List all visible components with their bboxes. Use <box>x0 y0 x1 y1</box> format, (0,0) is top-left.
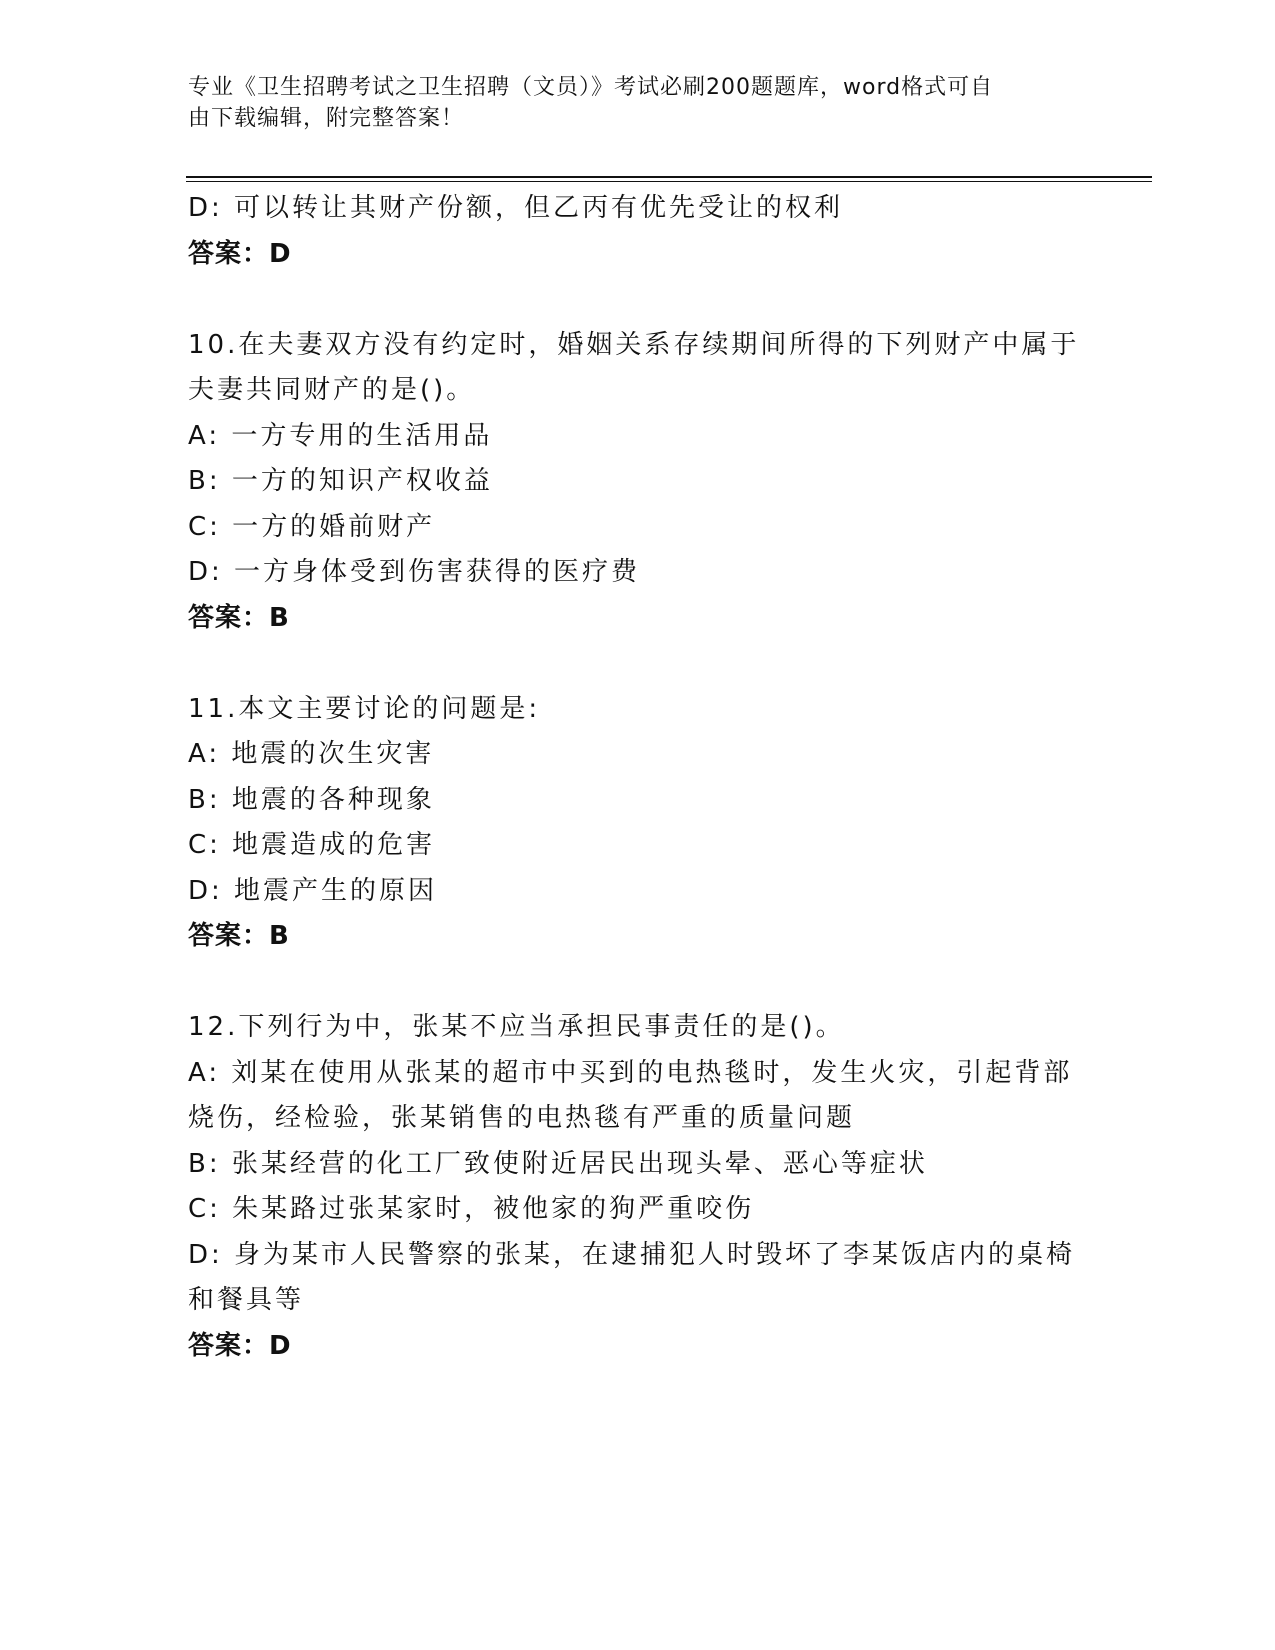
spacer <box>188 960 1088 1006</box>
header-line-2: 由下载编辑，附完整答案！ <box>188 106 465 131</box>
option-d: D: 可以转让其财产份额，但乙丙有优先受让的权利 <box>188 193 844 223</box>
question-stem: 11.本文主要讨论的问题是: <box>188 693 541 724</box>
document-header <box>188 72 1068 134</box>
answer-label: 答案：D <box>188 1330 292 1361</box>
question-stem-cont: 夫妻共同财产的是()。 <box>188 375 476 405</box>
option-c: C: 地震造成的危害 <box>188 830 436 860</box>
answer-label: 答案：B <box>188 921 290 951</box>
option-b: B: 一方的知识产权收益 <box>188 466 493 496</box>
header-divider-thin <box>186 181 1152 182</box>
document-body <box>188 186 1088 1369</box>
answer-label: 答案：B <box>188 602 290 633</box>
option-d: D: 地震产生的原因 <box>188 875 438 906</box>
option-d-cont: 和餐具等 <box>188 1285 305 1315</box>
question-9-tail <box>188 186 1088 277</box>
question-10 <box>188 323 1088 642</box>
question-stem: 12.下列行为中，张某不应当承担民事责任的是()。 <box>188 1012 845 1042</box>
question-11 <box>188 687 1088 960</box>
question-12 <box>188 1005 1088 1369</box>
option-c: C: 一方的婚前财产 <box>188 511 436 542</box>
header-divider-thick <box>186 176 1152 178</box>
option-a: A: 地震的次生灾害 <box>188 739 435 769</box>
option-a: A: 一方专用的生活用品 <box>188 420 493 451</box>
option-a: A: 刘某在使用从张某的超市中买到的电热毯时，发生火灾，引起背部 <box>188 1057 1073 1088</box>
spacer <box>188 277 1088 323</box>
question-stem: 10.在夫妻双方没有约定时，婚姻关系存续期间所得的下列财产中属于 <box>188 329 1080 360</box>
option-c: C: 朱某路过张某家时，被他家的狗严重咬伤 <box>188 1194 755 1224</box>
option-d: D: 身为某市人民警察的张某，在逮捕犯人时毁坏了李某饭店内的桌椅 <box>188 1239 1076 1270</box>
option-d: D: 一方身体受到伤害获得的医疗费 <box>188 557 641 587</box>
header-line-1: 专业《卫生招聘考试之卫生招聘（文员）》考试必刷200题题库，word格式可自 <box>188 75 994 100</box>
answer-label: 答案：D <box>188 238 292 269</box>
option-b: B: 地震的各种现象 <box>188 784 435 815</box>
option-a-cont: 烧伤，经检验，张某销售的电热毯有严重的质量问题 <box>188 1103 856 1133</box>
option-b: B: 张某经营的化工厂致使附近居民出现头晕、恶心等症状 <box>188 1148 928 1179</box>
spacer <box>188 641 1088 687</box>
